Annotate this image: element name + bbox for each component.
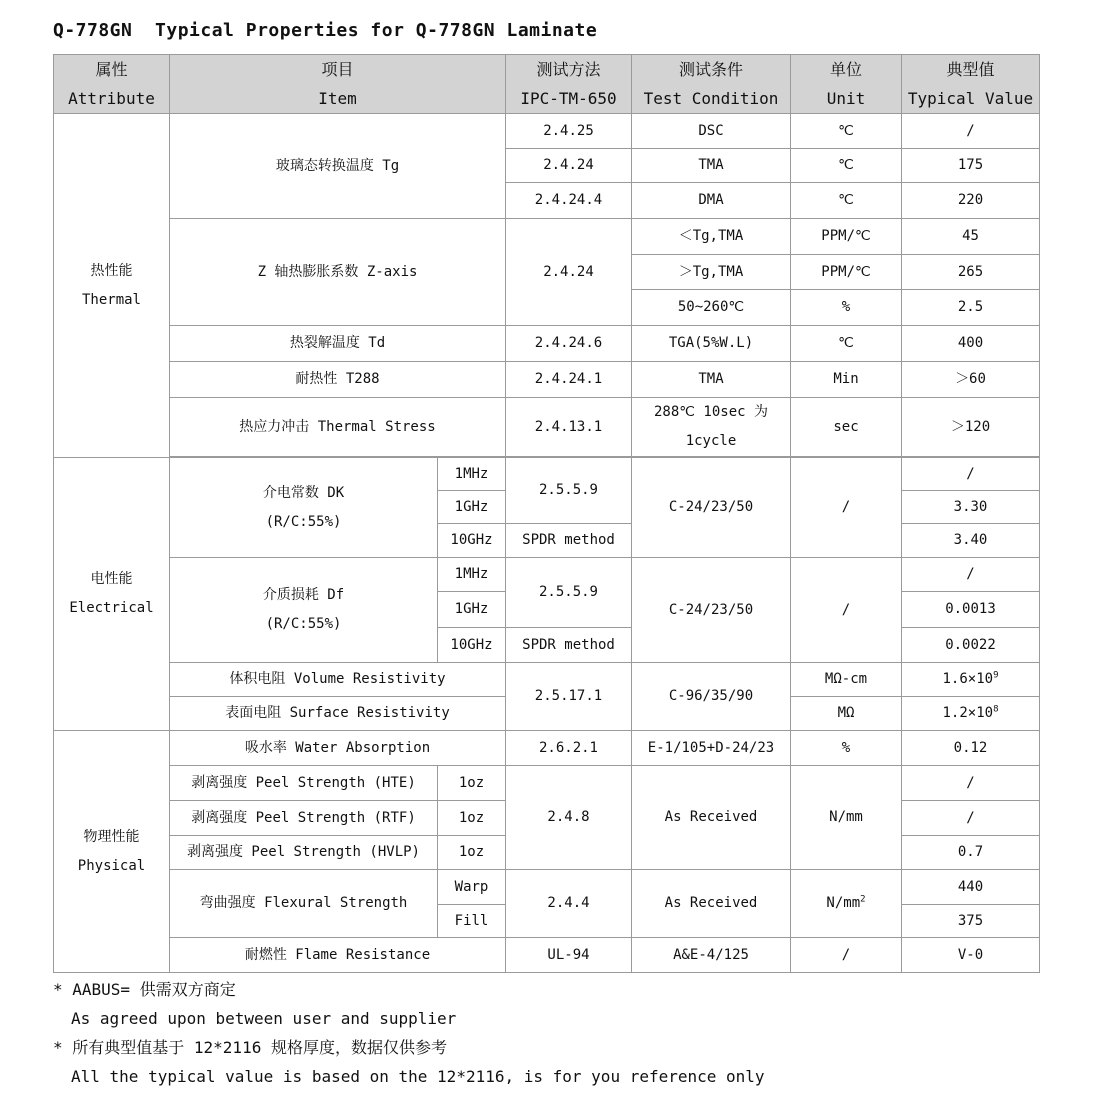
note-2-cn: * 所有典型值基于 12*2116 规格厚度，数据仅供参考 (53, 1038, 447, 1057)
header-method: 测试方法 IPC-TM-650 (506, 55, 632, 114)
unit-cell: Min (791, 362, 902, 398)
condition-cell: 288℃ 10sec 为 1cycle (632, 398, 791, 457)
value-cell: 3.30 (902, 491, 1040, 524)
header-value: 典型值 Typical Value (902, 55, 1040, 114)
unit-cell: / (791, 558, 902, 663)
unit-cell: sec (791, 398, 902, 457)
value-cell: 265 (902, 255, 1040, 290)
method-cell: 2.4.8 (506, 766, 632, 870)
sub-cell: Warp (438, 870, 506, 905)
value-cell: 2.5 (902, 290, 1040, 326)
condition-cell: ＞Tg,TMA (632, 255, 791, 290)
properties-table (53, 54, 1040, 973)
freq-cell: 1MHz (438, 458, 506, 491)
page-title: Q-778GN Typical Properties for Q-778GN Laminate (53, 20, 598, 41)
condition-cell: TMA (632, 362, 791, 398)
attr-physical: 物理性能 Physical (54, 731, 170, 973)
item-df: 介质损耗 Df (R/C:55%) (170, 558, 438, 663)
unit-cell: PPM/℃ (791, 255, 902, 290)
method-cell: 2.4.24 (506, 149, 632, 183)
method-cell: 2.4.24.4 (506, 183, 632, 219)
table-row (54, 731, 1040, 766)
method-cell: 2.5.5.9 (506, 558, 632, 628)
method-cell: 2.4.13.1 (506, 398, 632, 457)
condition-cell: DSC (632, 114, 791, 149)
value-cell: V-0 (902, 938, 1040, 973)
sub-cell: Fill (438, 905, 506, 938)
value-cell: / (902, 766, 1040, 801)
sub-cell: 1oz (438, 766, 506, 801)
condition-cell: C-24/23/50 (632, 558, 791, 663)
value-cell: 220 (902, 183, 1040, 219)
condition-cell: DMA (632, 183, 791, 219)
method-cell: SPDR method (506, 628, 632, 663)
method-cell: 2.4.24 (506, 219, 632, 326)
item-water-absorption: 吸水率 Water Absorption (170, 731, 506, 766)
table-row (54, 663, 1040, 697)
method-cell: 2.4.4 (506, 870, 632, 938)
condition-cell: TMA (632, 149, 791, 183)
value-cell: 45 (902, 219, 1040, 255)
table-row (54, 398, 1040, 457)
header-condition: 测试条件 Test Condition (632, 55, 791, 114)
header-item: 项目 Item (170, 55, 506, 114)
value-cell: ＞60 (902, 362, 1040, 398)
value-cell: 0.12 (902, 731, 1040, 766)
attr-electrical: 电性能 Electrical (54, 458, 170, 731)
value-cell: / (902, 558, 1040, 592)
condition-cell: C-24/23/50 (632, 458, 791, 558)
condition-cell: As Received (632, 870, 791, 938)
value-cell: $1.2\times 10^8$ (902, 697, 1040, 731)
condition-cell: E-1/105+D-24/23 (632, 731, 791, 766)
unit-cell: / (791, 458, 902, 558)
header-unit: 单位 Unit (791, 55, 902, 114)
freq-cell: 10GHz (438, 524, 506, 558)
freq-cell: 1GHz (438, 592, 506, 628)
item-td: 热裂解温度 Td (170, 326, 506, 362)
method-cell: SPDR method (506, 524, 632, 558)
item-surface-resistivity: 表面电阻 Surface Resistivity (170, 697, 506, 731)
method-cell: 2.4.24.6 (506, 326, 632, 362)
unit-cell: ℃ (791, 114, 902, 149)
value-cell: 440 (902, 870, 1040, 905)
method-cell: 2.5.17.1 (506, 663, 632, 731)
item-flame-resistance: 耐燃性 Flame Resistance (170, 938, 506, 973)
item-tg: 玻璃态转换温度 Tg (170, 114, 506, 219)
table-row (54, 558, 1040, 592)
note-2-en: All the typical value is based on the 12*2116, is for you reference only (71, 1067, 765, 1086)
method-cell: 2.6.2.1 (506, 731, 632, 766)
unit-cell: ℃ (791, 326, 902, 362)
condition-cell: As Received (632, 766, 791, 870)
table-row (54, 362, 1040, 398)
item-peel-rtf: 剥离强度 Peel Strength (RTF) (170, 801, 438, 836)
condition-cell: TGA(5%W.L) (632, 326, 791, 362)
table-row (54, 870, 1040, 905)
freq-cell: 1MHz (438, 558, 506, 592)
freq-cell: 10GHz (438, 628, 506, 663)
table-row (54, 219, 1040, 255)
table-row (54, 326, 1040, 362)
unit-cell: ℃ (791, 149, 902, 183)
method-cell: UL-94 (506, 938, 632, 973)
item-cte: Z 轴热膨胀系数 Z-axis (170, 219, 506, 326)
method-cell: 2.4.25 (506, 114, 632, 149)
value-cell: 400 (902, 326, 1040, 362)
condition-cell: C-96/35/90 (632, 663, 791, 731)
method-cell: 2.4.24.1 (506, 362, 632, 398)
condition-cell: A&E-4/125 (632, 938, 791, 973)
value-cell: 0.7 (902, 836, 1040, 870)
sub-cell: 1oz (438, 801, 506, 836)
unit-cell: MΩ (791, 697, 902, 731)
value-cell: / (902, 114, 1040, 149)
value-cell: ＞120 (902, 398, 1040, 457)
item-flexural-strength: 弯曲强度 Flexural Strength (170, 870, 438, 938)
method-cell: 2.5.5.9 (506, 458, 632, 524)
value-cell: 3.40 (902, 524, 1040, 558)
unit-cell: % (791, 731, 902, 766)
unit-cell: / (791, 938, 902, 973)
condition-cell: ＜Tg,TMA (632, 219, 791, 255)
attr-thermal: 热性能 Thermal (54, 114, 170, 458)
unit-cell: MΩ-cm (791, 663, 902, 697)
condition-cell: 50~260℃ (632, 290, 791, 326)
table-row (54, 938, 1040, 973)
unit-cell: $N/mm^2$ (791, 870, 902, 938)
unit-cell: % (791, 290, 902, 326)
value-cell: 175 (902, 149, 1040, 183)
header-attribute: 属性 Attribute (54, 55, 170, 114)
item-volume-resistivity: 体积电阻 Volume Resistivity (170, 663, 506, 697)
item-thermal-stress: 热应力冲击 Thermal Stress (170, 398, 506, 457)
note-1-cn: * AABUS= 供需双方商定 (53, 980, 236, 999)
footnotes (53, 975, 765, 1091)
value-cell: / (902, 801, 1040, 836)
unit-cell: N/mm (791, 766, 902, 870)
value-cell: 0.0022 (902, 628, 1040, 663)
value-cell: 375 (902, 905, 1040, 938)
value-cell: / (902, 458, 1040, 491)
unit-cell: PPM/℃ (791, 219, 902, 255)
freq-cell: 1GHz (438, 491, 506, 524)
table-row (54, 458, 1040, 491)
item-peel-hvlp: 剥离强度 Peel Strength (HVLP) (170, 836, 438, 870)
note-1-en: As agreed upon between user and supplier (71, 1009, 457, 1028)
item-peel-hte: 剥离强度 Peel Strength (HTE) (170, 766, 438, 801)
table-row (54, 766, 1040, 801)
item-t288: 耐热性 T288 (170, 362, 506, 398)
value-cell: $1.6\times 10^9$ (902, 663, 1040, 697)
value-cell: 0.0013 (902, 592, 1040, 628)
table-row (54, 114, 1040, 149)
unit-cell: ℃ (791, 183, 902, 219)
item-dk: 介电常数 DK (R/C:55%) (170, 458, 438, 558)
sub-cell: 1oz (438, 836, 506, 870)
table-header-row (54, 55, 1040, 114)
